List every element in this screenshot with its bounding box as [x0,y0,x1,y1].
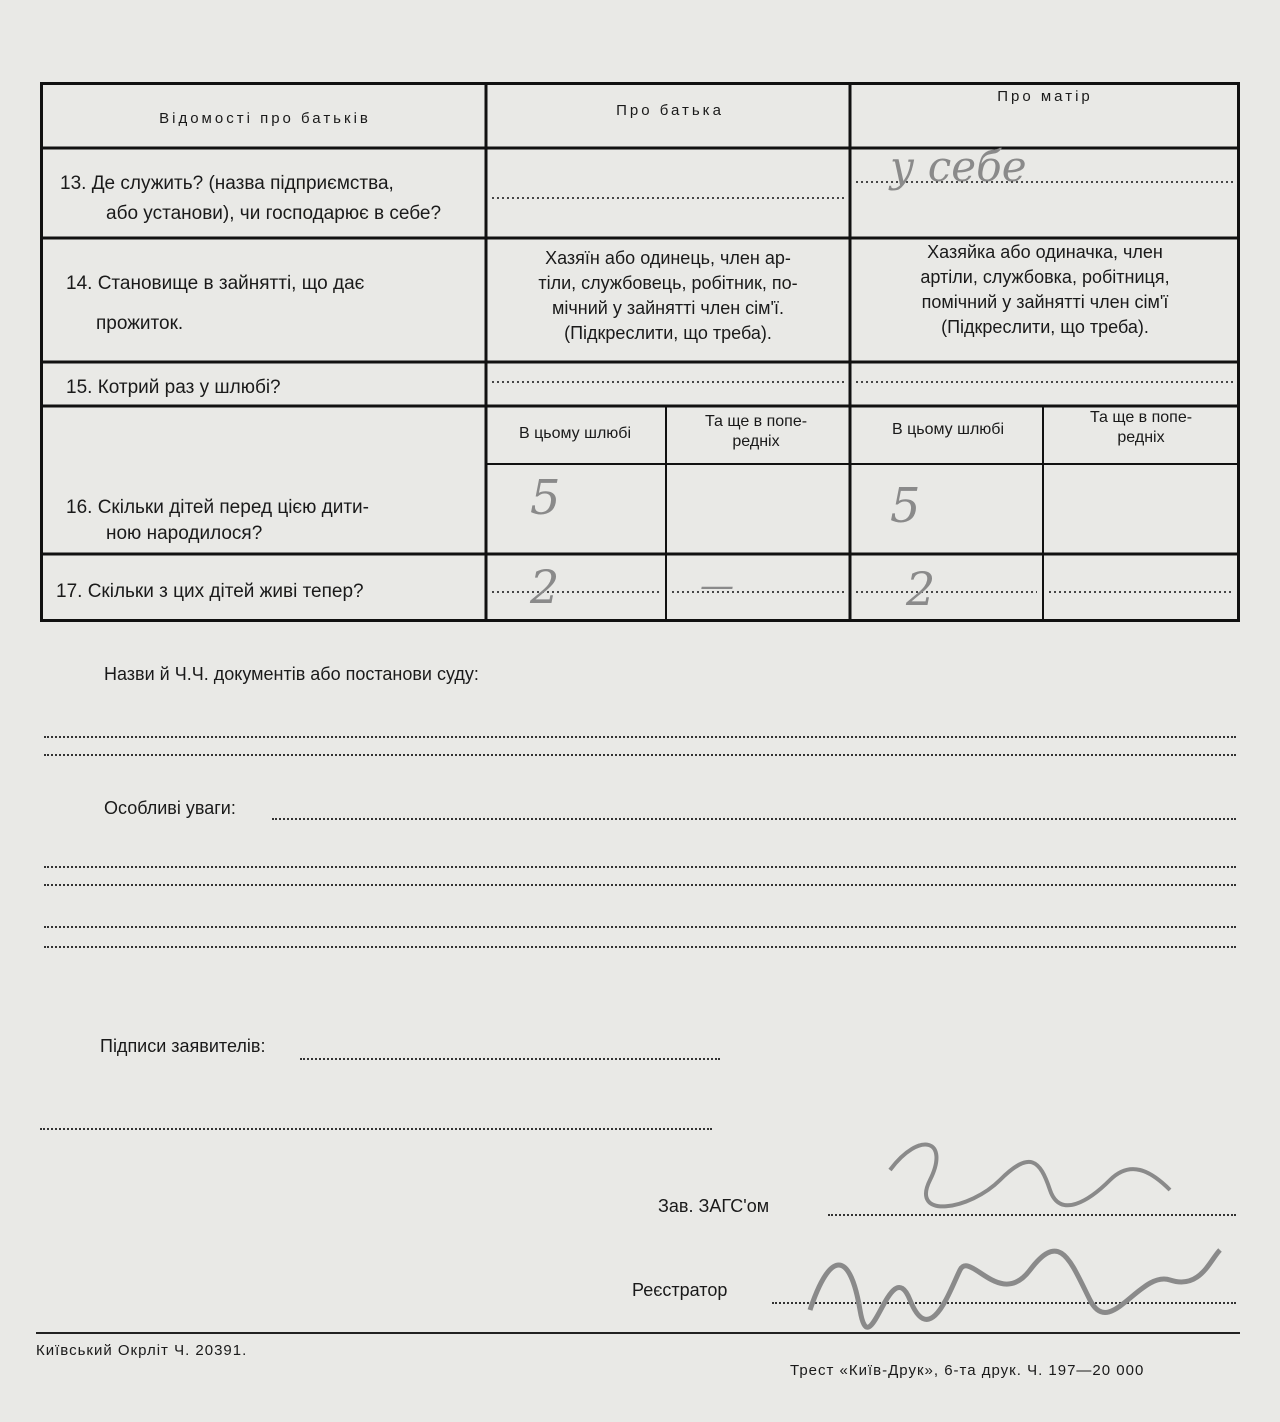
subheader-mother-this-marriage: В цьому шлюбі [891,421,1005,438]
row14-mother-option-line: помічний у зайнятті член сім'ї [921,292,1169,312]
zags-head-label: Зав. ЗАГС'ом [658,1196,770,1216]
row14-mother-option-line: (Підкреслити, що треба). [941,317,1149,337]
subheader-father-previous-line2: редніх [732,433,780,450]
row17-father-this-entry: 2 [530,560,560,614]
header-parents-info: Відомості про батьків [159,110,371,127]
row16-mother-this-entry: 5 [890,478,921,534]
subheader-father-previous [668,412,844,452]
applicants-signatures-label: Підписи заявителів: [100,1036,266,1056]
row17-mother-this-entry: 2 [906,562,936,616]
row14-father-option-line: Хазяїн або одинець, член ар- [545,248,791,268]
zags-head-signature [880,1130,1180,1220]
row14-father-options [492,246,844,346]
row14-label-line1: 14. Становище в зайнятті, що дає [66,273,365,294]
row16-label-line1: 16. Скільки дітей перед цією дити- [66,497,369,518]
row13-mother-entry: у себе [890,142,1027,191]
row13-label-line1: 13. Де служить? (назва підприємства, [60,173,394,194]
documents-line-2 [44,754,1236,756]
remarks-label: Особливі уваги: [104,798,236,818]
row14-mother-options [856,240,1234,340]
documents-label: Назви й Ч.Ч. документів або постанови суду: [104,664,479,684]
footer-rule [36,1332,1240,1334]
subheader-mother-previous-line2: редніх [1117,429,1165,446]
row16-father-this-entry: 5 [530,470,561,526]
remarks-line-3 [44,884,1236,886]
row14-mother-option-line: артіли, службовка, робітниця, [920,267,1170,287]
remarks-line-1 [272,818,1236,820]
row14-father-option-line: мічний у зайнятті член сім'ї. [552,298,784,318]
remarks-line-5 [44,946,1236,948]
signatures-line-1 [300,1058,720,1060]
row14-mother-option-line: Хазяйка або одиначка, член [927,242,1163,262]
row14-label-line2: прожиток. [96,313,184,334]
footer-right-imprint: Трест «Київ-Друк», 6-та друк. Ч. 197—20 000 [790,1362,1145,1379]
row14-father-option-line: тіли, службовець, робітник, по- [538,273,798,293]
header-about-father: Про батька [616,102,724,119]
subheader-mother-previous-line1: Та ще в попе- [1089,409,1193,426]
subheader-father-previous-line1: Та ще в попе- [704,413,808,430]
row17-father-prev-entry: — [700,566,734,606]
remarks-line-2 [44,866,1236,868]
header-about-mother: Про матір [997,88,1093,105]
row13-label-line2: або установи), чи господарює в себе? [106,203,442,224]
registrar-label: Реєстратор [632,1280,728,1300]
documents-line-1 [44,736,1236,738]
row14-father-option-line: (Підкреслити, що треба). [564,323,772,343]
row17-label: 17. Скільки з цих дітей живі тепер? [56,581,364,602]
row16-label-line2: ною народилося? [106,523,263,544]
subheader-mother-previous [1046,408,1236,448]
footer-left-imprint: Київський Окрліт Ч. 20391. [36,1342,248,1359]
signatures-line-2 [40,1128,712,1130]
subheader-father-this-marriage: В цьому шлюбі [518,425,632,442]
remarks-line-4 [44,926,1236,928]
row15-label: 15. Котрий раз у шлюбі? [66,377,281,398]
